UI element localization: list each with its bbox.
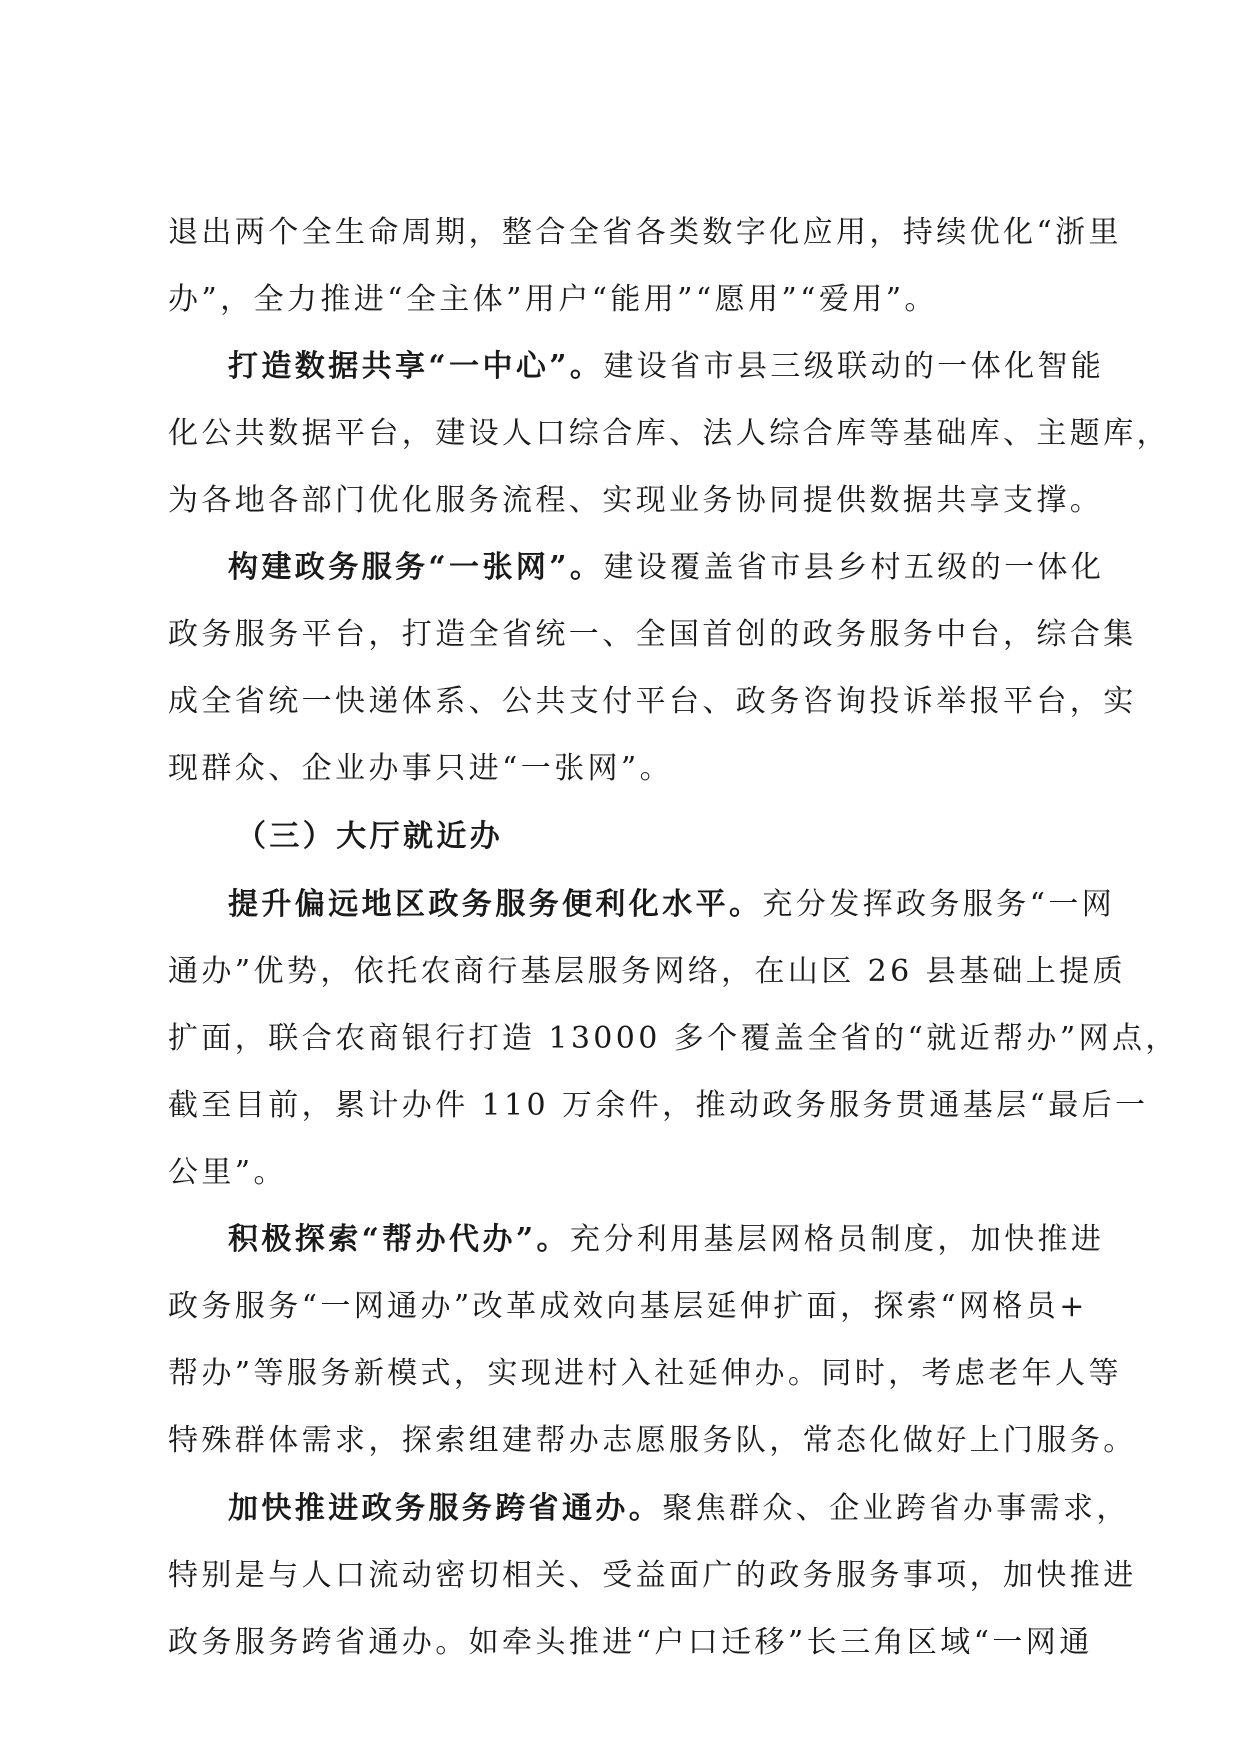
body-text: 政务服务平台，打造全省统一、全国首创的政务服务中台，综合集 (168, 617, 1137, 652)
text-line (168, 1623, 1093, 1663)
section-heading-text: （三）大厅就近办 (236, 819, 504, 854)
text-line (168, 280, 1072, 320)
body-text: 建设覆盖省市县乡村五级的一体化 (603, 550, 1105, 585)
body-text: 现群众、企业办事只进“一张网”。 (168, 751, 674, 786)
body-text: 扩面，联合农商银行打造 13000 多个覆盖全省的“就近帮办”网点， (168, 1021, 1179, 1056)
paragraph-lead-line (228, 1220, 1105, 1260)
body-text: 成全省统一快递体系、公共支付平台、政务咨询投诉举报平台，实 (168, 684, 1137, 719)
body-text: 办”，全力推进“全主体”用户“能用”“愿用”“爱用”。 (168, 282, 938, 317)
paragraph-lead-line (228, 347, 1105, 387)
bold-lead: 积极探索“帮办代办”。 (228, 1222, 570, 1257)
body-text: 为各地各部门优化服务流程、实现业务协同提供数据共享支撑。 (168, 483, 1104, 518)
body-text: 帮办”等服务新模式，实现进村入社延伸办。同时，考虑老年人等 (168, 1356, 1122, 1391)
bold-lead: 打造数据共享“一中心”。 (228, 349, 604, 384)
body-text: 政务服务“一网通办”改革成效向基层延伸扩面，探索“网格员+ (168, 1289, 1088, 1324)
text-line (168, 682, 1137, 722)
section-heading (236, 817, 1072, 857)
text-line (168, 1019, 1179, 1059)
paragraph-lead-line (228, 1489, 1130, 1529)
body-text: 特别是与人口流动密切相关、受益面广的政务服务事项，加快推进 (168, 1558, 1137, 1593)
text-line (168, 952, 1126, 992)
body-text: 聚焦群众、企业跨省办事需求， (662, 1491, 1130, 1526)
body-text: 充分利用基层网格员制度，加快推进 (569, 1222, 1105, 1257)
paragraph-lead-line (228, 885, 1116, 925)
body-text: 建设省市县三级联动的一体化智能 (603, 349, 1105, 384)
text-line (168, 1556, 1137, 1596)
text-line (168, 1354, 1122, 1394)
text-line (168, 1421, 1137, 1461)
body-text: 公里”。 (168, 1155, 287, 1190)
text-line (168, 615, 1137, 655)
text-line (168, 213, 1122, 253)
body-text: 政务服务跨省通办。如牵头推进“户口迁移”长三角区域“一网通 (168, 1625, 1093, 1660)
body-text: 通办”优势，依托农商行基层服务网络，在山区 26 县基础上提质 (168, 954, 1126, 989)
text-line (168, 1287, 1088, 1327)
body-text: 截至目前，累计办件 110 万余件，推动政务服务贯通基层“最后一 (168, 1088, 1149, 1123)
text-line (168, 1086, 1149, 1126)
text-line (168, 481, 1104, 521)
bold-lead: 提升偏远地区政务服务便利化水平。 (228, 887, 763, 922)
body-text: 特殊群体需求，探索组建帮办志愿服务队，常态化做好上门服务。 (168, 1423, 1137, 1458)
paragraph-lead-line (228, 548, 1105, 588)
text-line (168, 1153, 1072, 1193)
body-text: 充分发挥政务服务“一网 (762, 887, 1116, 922)
text-line (168, 749, 1072, 789)
bold-lead: 构建政务服务“一张网”。 (228, 550, 604, 585)
bold-lead: 加快推进政务服务跨省通办。 (228, 1491, 663, 1526)
body-text: 化公共数据平台，建设人口综合库、法人综合库等基础库、主题库， (168, 416, 1170, 451)
text-line (168, 414, 1170, 454)
body-text: 退出两个全生命周期，整合全省各类数字化应用，持续优化“浙里 (168, 215, 1122, 250)
